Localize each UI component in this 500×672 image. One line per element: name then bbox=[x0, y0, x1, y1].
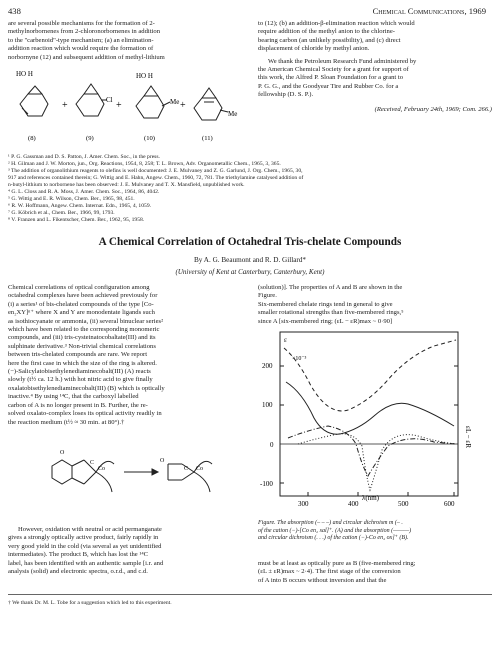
svg-text:100: 100 bbox=[262, 401, 273, 409]
svg-text:+: + bbox=[62, 100, 68, 111]
article-title: A Chemical Correlation of Octahedral Tris-chelate Compounds bbox=[98, 236, 402, 248]
footnotes-top: ¹ P. G. Gassman and D. S. Patton, J. Amer. Chem. Soc., in the press. ² H. Gilman and J. W. Morton, jun., Org. Reactions, 1954, 8, 258; T. L. Brown, Adv. Organometallic Chem., 1965, 3, 365. ³ The addition of organolithium reagents to olefins is well documented: J. E. Mulvaney and Z. G. Garlund, J. Org. Chem., 1965, 30, 917 and references contained therein; G. Wittig and E. Hahn, Angew. Chem., 1960, 72, 781. The triethylamine catalysed addition of n-butyl-lithium to norbornene has been observed: J. E. Mulvaney and T. X. Mansfield, unpublished work. ⁴ G. L. Closs and R. A. Moss, J. Amer. Chem. Soc., 1964, 86, 4042. ⁵ G. Wittig and E. R. Wilson, Chem. Ber., 1965, 98, 451. ⁶ R. W. Hoffmann, Angew. Chem. Internat. Edn., 1965, 4, 1059. ⁷ G. Köbrich et al., Chem. Ber., 1966, 99, 1793. ⁸ V. Franzen and L. Fikentscher, Chem. Ber., 1962, 95, 1958. bbox=[8, 154, 304, 223]
norbornene-scheme bbox=[8, 64, 248, 146]
spectra-graph bbox=[258, 326, 492, 516]
svg-text:(11): (11) bbox=[202, 135, 213, 142]
body-paragraph-left-2: However, oxidation with neutral or acid permanganate gives a strongly optically active product, fairly rapidly in very good yield in the cold (via several as yet unidentified intermediates). The product B, which has lost the ¹⁴C label, has been identified with an authentic sample [i.r. and analysis (solid) and electronic spectra, o.r.d., and c.d. bbox=[8, 526, 164, 576]
svg-text:-100: -100 bbox=[260, 480, 273, 488]
svg-text:200: 200 bbox=[262, 362, 273, 370]
footnote-bottom: † We thank Dr. M. L. Tobe for a suggestion which led to this experiment. bbox=[8, 600, 172, 606]
intro-paragraph-left: are several possible mechanisms for the formation of 2- methylnorbornenes from 2-chloronorbornenes in addition to the "carbenoid"-type mechanism; (a) an elimination- addition reaction which would require the formation of norbornyne (12) and subsequent addition of methyl-lithium bbox=[8, 20, 165, 61]
svg-text:+: + bbox=[116, 100, 122, 111]
received-line: (Received, February 24th, 1969; Com. 266.) bbox=[374, 105, 492, 113]
body-paragraph-right: (solution)]. The properties of A and B are shown in the Figure. Six-membered chelate rings tend in general to give smaller rotational strengths than five-membered rings,⁵ since A [six-membered ring; (εL − εR)max ~ 0·90] bbox=[258, 284, 404, 325]
svg-text:(10): (10) bbox=[144, 135, 155, 142]
svg-text:300: 300 bbox=[298, 500, 309, 508]
svg-text:O: O bbox=[160, 458, 165, 464]
svg-text:Co: Co bbox=[196, 466, 204, 472]
acknowledgment-paragraph: We thank the Petroleum Research Fund administered by the American Chemical Society for a grant for support of this work, the Alfred P. Sloan Foundation for a grant to P. G. G., and the Goodyear Tire and Rubber Co. for a fellowship (D. S. P.). bbox=[258, 57, 417, 99]
svg-text:HO H: HO H bbox=[16, 70, 33, 78]
figure-caption: Figure. The absorption (– – –) and circular dichroism m (– . of the cation (−)-[Co en₂ sal]⁺. (A) and the absorption (———) and circular dichroism (. . .) of the cation (−)-Co en₂ ox]⁺ (B). bbox=[258, 520, 412, 542]
authors: By A. G. Beaumont and R. D. Gillard* bbox=[194, 256, 306, 264]
svg-text:Co: Co bbox=[98, 466, 106, 472]
svg-text:εL − εR: εL − εR bbox=[464, 426, 472, 449]
journal-title: Chemical Communications, 1969 bbox=[372, 6, 486, 16]
svg-text:500: 500 bbox=[398, 500, 409, 508]
svg-text:ε: ε bbox=[284, 336, 287, 344]
svg-text:HO H: HO H bbox=[136, 72, 153, 80]
svg-text:Cl: Cl bbox=[106, 96, 113, 104]
svg-text:Me: Me bbox=[170, 98, 180, 106]
svg-text:+: + bbox=[180, 100, 186, 111]
svg-text:×10⁻³: ×10⁻³ bbox=[292, 356, 307, 362]
body-paragraph-right-2: must be at least as optically pure as B (five-membered ring; (εL ± εR)max ~ 2·4). The first stage of the conversion of A into B occurs without inversion and that the bbox=[258, 560, 416, 584]
affiliation: (University of Kent at Canterbury, Canterbury, Kent) bbox=[175, 268, 325, 276]
svg-text:λ(nm): λ(nm) bbox=[362, 494, 380, 502]
svg-text:C: C bbox=[90, 460, 95, 466]
svg-text:0: 0 bbox=[270, 441, 274, 449]
footnote-divider bbox=[8, 594, 492, 595]
salicylato-to-oxalato-scheme bbox=[40, 434, 230, 520]
body-paragraph-left: Chemical correlations of optical configuration among octahedral complexes have been achieved previously for (i) a series¹ of bis-chelated compounds of the type [Co- en₂XY]ⁿ⁺ where X and Y are monodentate ligands such as isothiocyanate or ammonia, (ii) several binuclear series² which have been related to the corresponding monomeric compounds, and (iii) tris-cysteinatocobaltate(III) and its sulphinate derivative.³ Non-trivial chemical correlations between tris-chelated compounds are rare. We report here the first case in which the size of the ring is altered. (−)-Salicylatobisethylenediaminecobalt(III) (A) reacts slowly (t½ ca. 12 h.) with hot nitric acid to give finally oxalatobisethylenediaminecobalt(III) (B) which is optically inactive.⁴ By using ¹⁴C, that the carboxyl labelled carbon of A is no longer present in B. Further, the re- solved oxalato-complex loses its optical activity readily in the reaction medium (t½ ≈ 30 min. at 80°).† bbox=[8, 284, 165, 426]
svg-text:(9): (9) bbox=[86, 135, 94, 142]
svg-text:400: 400 bbox=[348, 500, 359, 508]
intro-paragraph-right: to (12); (b) an addition-β-elimination reaction which would require addition of the methyl anion to the chlorine- bearing carbon (an unlikely possibility), and (c) direct displacement of chloride by methyl anion. We thank the Petroleum Research Fund administered by the American Chemical Society for a grant for support of this work, the Alfred P. Sloan Foundation for a grant to P. G. G., and the Goodyear Tire and Rubber Co. for a fellowship (D. S. P.). (Received, February 24th, 1969; Com. 266.) bbox=[258, 20, 492, 113]
svg-text:C: C bbox=[184, 466, 189, 472]
svg-text:(8): (8) bbox=[28, 135, 36, 142]
svg-text:600: 600 bbox=[444, 500, 455, 508]
svg-text:Me: Me bbox=[228, 110, 238, 118]
page-number: 438 bbox=[8, 6, 21, 16]
svg-text:O: O bbox=[60, 450, 65, 456]
